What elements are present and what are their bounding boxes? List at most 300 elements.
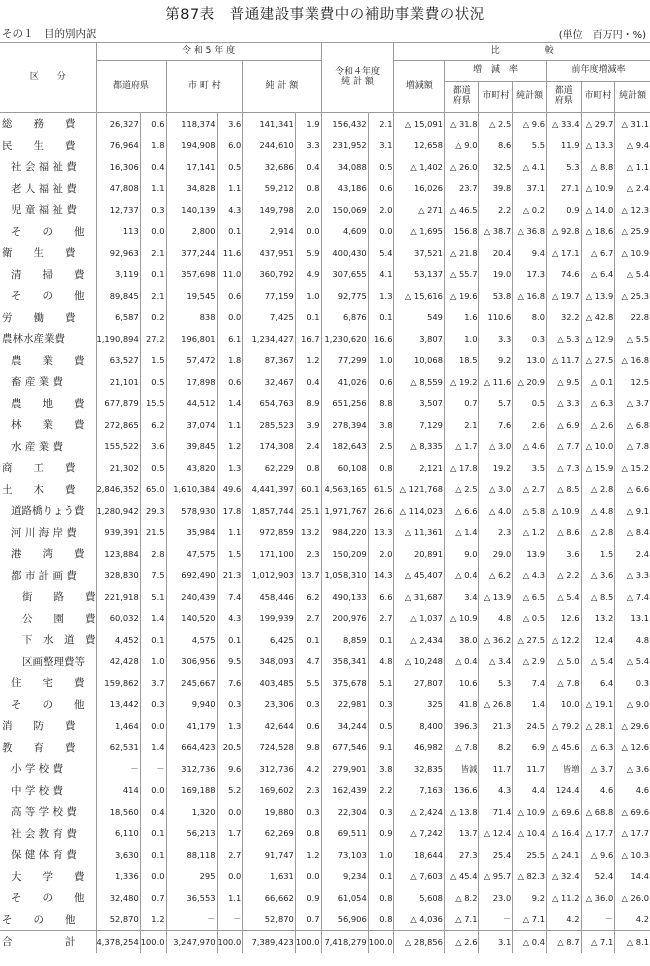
table-cell: 3.6 <box>546 543 581 565</box>
table-cell: 2,914 <box>243 221 296 243</box>
table-cell: 9.5 <box>217 651 243 673</box>
table-cell: 3.6 <box>217 113 243 135</box>
table-cell: △ 26.8 <box>479 694 513 716</box>
table-cell: △ 12.9 <box>581 328 615 350</box>
header-comparison: 比 較 <box>394 43 650 61</box>
table-cell: 37.1 <box>513 178 547 200</box>
table-cell: 174,308 <box>243 436 296 458</box>
row-label: 畜 産 業 費 <box>0 371 96 393</box>
table-cell: 32,480 <box>96 887 140 909</box>
table-cell: 43,820 <box>166 457 217 479</box>
table-cell: △ 7.1 <box>513 909 547 931</box>
table-cell: 61,054 <box>321 887 368 909</box>
table-cell: △ 9.6 <box>581 844 615 866</box>
table-cell: 1.7 <box>217 823 243 845</box>
table-cell: 0.5 <box>368 715 394 737</box>
table-row <box>0 393 650 415</box>
table-cell: 3.1 <box>368 135 394 157</box>
row-label: 港 湾 費 <box>0 543 96 565</box>
table-cell: 92,963 <box>96 242 140 264</box>
table-cell: △ 13.3 <box>581 135 615 157</box>
table-row <box>0 285 650 307</box>
table-cell: 52.4 <box>581 866 615 888</box>
table-cell: 5.3 <box>479 672 513 694</box>
table-cell: 0.0 <box>140 715 166 737</box>
table-cell: 245,667 <box>166 672 217 694</box>
table-cell: △ 15,091 <box>394 113 444 135</box>
table-cell: 44,512 <box>166 393 217 415</box>
table-cell: 0.8 <box>368 887 394 909</box>
table-cell: △ 2,424 <box>394 801 444 823</box>
table-cell: △ 2,434 <box>394 629 444 651</box>
table-cell: 1,857,744 <box>243 500 296 522</box>
table-cell: 549 <box>394 307 444 329</box>
table-cell: 皆増 <box>546 758 581 780</box>
table-cell: 1.0 <box>140 651 166 673</box>
table-cell: △ 10.0 <box>581 436 615 458</box>
table-cell: 0.4 <box>140 156 166 178</box>
table-cell: △ 55.7 <box>444 264 479 286</box>
table-cell: △ 2.5 <box>479 113 513 135</box>
table-cell: 3.7 <box>140 672 166 694</box>
table-row <box>0 780 650 802</box>
table-cell: △ 9.5 <box>546 371 581 393</box>
table-cell: △ 10.9 <box>546 500 581 522</box>
row-label: 都 市 計 画 費 <box>0 565 96 587</box>
table-cell: △ 0.2 <box>513 199 547 221</box>
table-cell: 4,609 <box>321 221 368 243</box>
header-diff: 増減額 <box>394 61 444 113</box>
table-cell: 0.1 <box>140 629 166 651</box>
table-cell: △ 3.3 <box>546 393 581 415</box>
table-cell: 6,110 <box>96 823 140 845</box>
table-cell: △ 28.1 <box>581 715 615 737</box>
table-cell: △ 4.1 <box>513 156 547 178</box>
table-cell: △ 16.8 <box>513 285 547 307</box>
table-cell: 32,686 <box>243 156 296 178</box>
table-cell: 2.0 <box>295 199 321 221</box>
table-cell: 2.1 <box>444 414 479 436</box>
table-cell: △ 45.6 <box>546 737 581 759</box>
table-cell: 141,341 <box>243 113 296 135</box>
table-cell: 140,520 <box>166 608 217 630</box>
table-cell: 6,876 <box>321 307 368 329</box>
table-cell: △ 27.5 <box>513 629 547 651</box>
table-cell: 34,088 <box>321 156 368 178</box>
table-row <box>0 264 650 286</box>
header-pref: 都道府県 <box>96 61 166 113</box>
table-cell: 4.2 <box>295 758 321 780</box>
page-title: 第87表 普通建設事業費中の補助事業費の状況 <box>165 7 485 23</box>
table-row <box>0 715 650 737</box>
table-cell: 25.1 <box>295 500 321 522</box>
table-cell: △ 5.4 <box>626 656 649 667</box>
table-row <box>0 307 650 329</box>
table-cell: △ 4.0 <box>479 500 513 522</box>
table-cell: 7.4 <box>217 586 243 608</box>
table-cell: 27.2 <box>140 328 166 350</box>
table-cell: △ 6.3 <box>581 737 615 759</box>
table-cell: 9.2 <box>479 350 513 372</box>
table-cell: 5.2 <box>217 780 243 802</box>
table-cell: 654,763 <box>243 393 296 415</box>
table-cell: 17,898 <box>166 371 217 393</box>
table-cell: 306,956 <box>166 651 217 673</box>
table-cell: 0.3 <box>295 694 321 716</box>
table-cell: 0.4 <box>295 156 321 178</box>
table-cell: 5.1 <box>368 672 394 694</box>
table-cell: 0.0 <box>140 780 166 802</box>
table-cell: △ 6.3 <box>581 393 615 415</box>
table-cell: △ 5.5 <box>626 333 649 344</box>
table-cell: 3.8 <box>368 758 394 780</box>
table-cell: 0.1 <box>217 221 243 243</box>
table-cell: △ 69.6 <box>546 801 581 823</box>
table-cell: △ 8.1 <box>615 931 650 953</box>
table-cell: 29.0 <box>479 543 513 565</box>
table-cell: △ 1.7 <box>444 436 479 458</box>
table-cell: 13.7 <box>444 823 479 845</box>
table-cell: 0.2 <box>140 307 166 329</box>
table-cell: 14.4 <box>630 871 649 882</box>
table-cell: 155,522 <box>96 436 140 458</box>
table-cell: △ 11.2 <box>546 887 581 909</box>
table-cell: △ 27.5 <box>581 350 615 372</box>
table-cell: 91,747 <box>243 844 296 866</box>
table-cell: △ 11.7 <box>546 350 581 372</box>
table-cell: 221,918 <box>96 586 140 608</box>
table-cell: △ 14.0 <box>581 199 615 221</box>
table-cell: 1.2 <box>140 909 166 931</box>
table-row <box>0 479 650 501</box>
table-cell: 22,304 <box>321 801 368 823</box>
row-label: 農林水産業費 <box>0 328 96 350</box>
table-cell: 664,423 <box>166 737 217 759</box>
table-cell: 2.2 <box>479 199 513 221</box>
table-cell: 1.1 <box>217 887 243 909</box>
table-cell: △ 16.8 <box>621 355 649 366</box>
table-cell: 0.0 <box>217 866 243 888</box>
table-cell: 0.9 <box>368 823 394 845</box>
table-cell: 2.6 <box>513 414 547 436</box>
table-cell: 0.1 <box>368 866 394 888</box>
table-cell: △ 3.7 <box>581 758 615 780</box>
table-cell: 5.1 <box>140 586 166 608</box>
table-cell: 403,485 <box>243 672 296 694</box>
table-cell: 3,247,970 <box>166 931 217 953</box>
table-cell: 34,244 <box>321 715 368 737</box>
table-cell: 0.5 <box>217 156 243 178</box>
table-cell: 12,658 <box>394 135 444 157</box>
table-cell: △ 15.2 <box>621 462 649 473</box>
table-cell: △ 19.2 <box>444 371 479 393</box>
table-cell: 1,336 <box>96 866 140 888</box>
row-label: 総 務 費 <box>0 113 96 135</box>
table-cell: 244,610 <box>243 135 296 157</box>
table-cell: 0.3 <box>635 677 649 688</box>
table-cell: 1.9 <box>295 113 321 135</box>
table-cell: △ 26.0 <box>444 156 479 178</box>
table-cell: 8.9 <box>295 393 321 415</box>
table-cell: 169,602 <box>243 780 296 802</box>
table-cell: △ 13.9 <box>581 285 615 307</box>
table-cell: 0.7 <box>295 909 321 931</box>
data-table <box>0 42 650 953</box>
table-cell: 1.0 <box>295 285 321 307</box>
table-cell: 984,220 <box>321 522 368 544</box>
table-cell: 11.9 <box>546 135 581 157</box>
table-cell: 100.0 <box>295 931 321 953</box>
table-cell: 1.4 <box>140 608 166 630</box>
table-cell: 3,507 <box>394 393 444 415</box>
table-cell: 6.1 <box>217 328 243 350</box>
table-cell: 2.1 <box>140 285 166 307</box>
table-cell: 5.5 <box>295 672 321 694</box>
table-cell: 0.3 <box>368 801 394 823</box>
table-cell: 0.0 <box>140 866 166 888</box>
table-cell: 26,327 <box>96 113 140 135</box>
table-cell: 13,442 <box>96 694 140 716</box>
table-cell: △ 5.4 <box>581 651 615 673</box>
table-cell: 150,069 <box>321 199 368 221</box>
table-cell: 1.0 <box>368 844 394 866</box>
table-cell: 27.3 <box>444 844 479 866</box>
row-label: 労 働 費 <box>0 307 96 329</box>
table-cell: △ 36.2 <box>479 629 513 651</box>
table-cell: 231,952 <box>321 135 368 157</box>
table-cell: 89,845 <box>96 285 140 307</box>
table-cell: 21,302 <box>96 457 140 479</box>
table-cell: △ 3.6 <box>581 565 615 587</box>
table-row <box>0 887 650 909</box>
table-cell: 32,835 <box>394 758 444 780</box>
table-cell: △ 9.0 <box>444 135 479 157</box>
row-label: 中 学 校 費 <box>0 780 96 802</box>
row-label: 農 地 費 <box>0 393 96 415</box>
table-cell: △ 7.3 <box>546 457 581 479</box>
table-cell: △ 6.9 <box>546 414 581 436</box>
table-cell: 22,981 <box>321 694 368 716</box>
table-cell: 3.6 <box>140 436 166 458</box>
table-row <box>0 758 650 780</box>
table-cell: △ 7.1 <box>581 931 615 953</box>
table-cell: 6,425 <box>243 629 296 651</box>
table-cell: 2.7 <box>295 608 321 630</box>
table-cell: △ 3.6 <box>626 763 649 774</box>
table-cell: △ 7.7 <box>546 436 581 458</box>
table-subtitle: その１ 目的別内訳 <box>2 28 97 40</box>
table-cell: 42,644 <box>243 715 296 737</box>
table-cell: 0.3 <box>295 801 321 823</box>
table-cell: 0.7 <box>140 887 166 909</box>
table-cell: △ 15,616 <box>394 285 444 307</box>
table-cell: △ 3.0 <box>479 479 513 501</box>
table-cell: 278,394 <box>321 414 368 436</box>
header-total: 純 計 額 <box>243 61 321 113</box>
table-cell: 4,563,165 <box>321 479 368 501</box>
table-cell: 3.9 <box>295 414 321 436</box>
table-cell: 1.1 <box>217 414 243 436</box>
table-cell: 375,678 <box>321 672 368 694</box>
table-cell: 0.0 <box>217 307 243 329</box>
table-cell: △ 0.5 <box>513 608 547 630</box>
table-cell: △ 79.2 <box>546 715 581 737</box>
table-cell: △ 29.6 <box>621 720 649 731</box>
table-cell: 62,269 <box>243 823 296 845</box>
table-cell: 74.6 <box>546 264 581 286</box>
table-cell: △ 6.4 <box>581 264 615 286</box>
table-cell: 0.0 <box>140 221 166 243</box>
table-cell: △ 9.6 <box>513 113 547 135</box>
table-row <box>0 608 650 630</box>
row-label: 保 健 体 育 費 <box>0 844 96 866</box>
table-cell: 2.0 <box>368 199 394 221</box>
table-cell: △ 31.1 <box>621 118 649 129</box>
table-cell: 39,845 <box>166 436 217 458</box>
table-cell: △ 12.2 <box>546 629 581 651</box>
table-cell: 77,159 <box>243 285 296 307</box>
table-cell: 1.8 <box>140 135 166 157</box>
table-cell: 13.3 <box>368 522 394 544</box>
table-row <box>0 866 650 888</box>
table-cell: 66,662 <box>243 887 296 909</box>
table-cell: 60,108 <box>321 457 368 479</box>
table-cell: 348,093 <box>243 651 296 673</box>
row-label: 農 業 費 <box>0 350 96 372</box>
table-cell: 7,163 <box>394 780 444 802</box>
table-cell: 3,119 <box>96 264 140 286</box>
table-cell: 0.1 <box>368 307 394 329</box>
table-cell: 140,139 <box>166 199 217 221</box>
table-cell: 6.6 <box>368 586 394 608</box>
table-cell: △ 25.3 <box>621 290 649 301</box>
table-cell: 118,374 <box>166 113 217 135</box>
table-cell: 60.1 <box>295 479 321 501</box>
table-cell: 285,523 <box>243 414 296 436</box>
table-cell: 171,100 <box>243 543 296 565</box>
table-cell: 32.2 <box>546 307 581 329</box>
table-cell: 1.1 <box>140 178 166 200</box>
table-cell: △ 10.9 <box>513 801 547 823</box>
table-cell: 307,655 <box>321 264 368 286</box>
table-cell: △ 4.8 <box>581 500 615 522</box>
table-cell: △ 0.4 <box>444 565 479 587</box>
table-cell: 123,884 <box>96 543 140 565</box>
table-cell: 8.0 <box>513 307 547 329</box>
row-label: 水 産 業 費 <box>0 436 96 458</box>
table-cell: △ 10,248 <box>394 651 444 673</box>
table-cell: 0.5 <box>140 457 166 479</box>
table-cell: 13.2 <box>581 608 615 630</box>
table-row <box>0 178 650 200</box>
table-cell: 0.0 <box>295 866 321 888</box>
table-cell: △ 2.6 <box>581 414 615 436</box>
table-cell: 0.6 <box>140 113 166 135</box>
table-cell: 8.6 <box>479 135 513 157</box>
table-cell: 110.6 <box>479 307 513 329</box>
table-cell: 4.2 <box>635 914 649 925</box>
table-cell: 8,400 <box>394 715 444 737</box>
table-cell: 357,698 <box>166 264 217 286</box>
table-cell: 4.1 <box>368 264 394 286</box>
table-cell: 61.5 <box>368 479 394 501</box>
table-cell: △ 4.6 <box>513 436 547 458</box>
table-cell: 2.3 <box>295 780 321 802</box>
table-cell: 32.5 <box>479 156 513 178</box>
table-cell: △ 2.7 <box>513 479 547 501</box>
table-cell: 12.4 <box>581 629 615 651</box>
table-cell: △ 17.1 <box>546 242 581 264</box>
table-cell: 21.3 <box>217 565 243 587</box>
table-cell: △ 95.7 <box>479 866 513 888</box>
table-row <box>0 629 650 651</box>
header-prev-total: 純計額 <box>615 82 650 113</box>
table-cell: 490,133 <box>321 586 368 608</box>
table-row <box>0 242 650 264</box>
row-label: 合 計 <box>0 931 96 953</box>
table-cell: 27,807 <box>394 672 444 694</box>
table-cell: 1.0 <box>368 350 394 372</box>
table-cell: 17.8 <box>217 500 243 522</box>
table-cell: 26.6 <box>368 500 394 522</box>
table-cell: 1.2 <box>217 436 243 458</box>
table-cell: 162,439 <box>321 780 368 802</box>
table-cell: △ 19.7 <box>546 285 581 307</box>
table-cell: △ 24.1 <box>546 844 581 866</box>
table-cell: 0.6 <box>295 715 321 737</box>
table-cell: 2,800 <box>166 221 217 243</box>
table-cell: 3.8 <box>368 414 394 436</box>
table-row <box>0 457 650 479</box>
table-cell: 73,103 <box>321 844 368 866</box>
table-cell: 17,141 <box>166 156 217 178</box>
table-cell: 53.8 <box>479 285 513 307</box>
table-cell: 0.8 <box>295 823 321 845</box>
table-cell: △ 6.6 <box>444 500 479 522</box>
table-cell: 11.7 <box>513 758 547 780</box>
table-cell: 2.1 <box>368 113 394 135</box>
table-cell: 7,418,279 <box>321 931 368 953</box>
table-cell: 18.5 <box>444 350 479 372</box>
header-prev-rate: 前年度増減率 <box>546 61 650 82</box>
table-cell: 0.8 <box>295 178 321 200</box>
row-label: 消 防 費 <box>0 715 96 737</box>
table-cell: 1.5 <box>217 543 243 565</box>
header-kubun: 区 分 <box>0 43 96 113</box>
table-cell: 56,213 <box>166 823 217 845</box>
table-cell: 19,880 <box>243 801 296 823</box>
table-cell: △ 8.2 <box>444 887 479 909</box>
table-cell: △ 82.3 <box>513 866 547 888</box>
table-cell: △ 0.1 <box>581 371 615 393</box>
table-cell: 77,299 <box>321 350 368 372</box>
table-cell: 2.3 <box>479 522 513 544</box>
table-cell: 0.8 <box>368 909 394 931</box>
table-cell: 3.3 <box>479 328 513 350</box>
table-cell: 69,511 <box>321 823 368 845</box>
table-cell: △ 1.4 <box>444 522 479 544</box>
table-cell: 37,074 <box>166 414 217 436</box>
row-label: 児 童 福 祉 費 <box>0 199 96 221</box>
table-cell: 0.7 <box>444 393 479 415</box>
table-cell: △ 31,687 <box>394 586 444 608</box>
table-cell: 56,906 <box>321 909 368 931</box>
table-cell: 0.6 <box>217 285 243 307</box>
table-row <box>0 414 650 436</box>
table-cell: 11.7 <box>479 758 513 780</box>
table-cell: 47,575 <box>166 543 217 565</box>
table-cell: 2.5 <box>368 436 394 458</box>
